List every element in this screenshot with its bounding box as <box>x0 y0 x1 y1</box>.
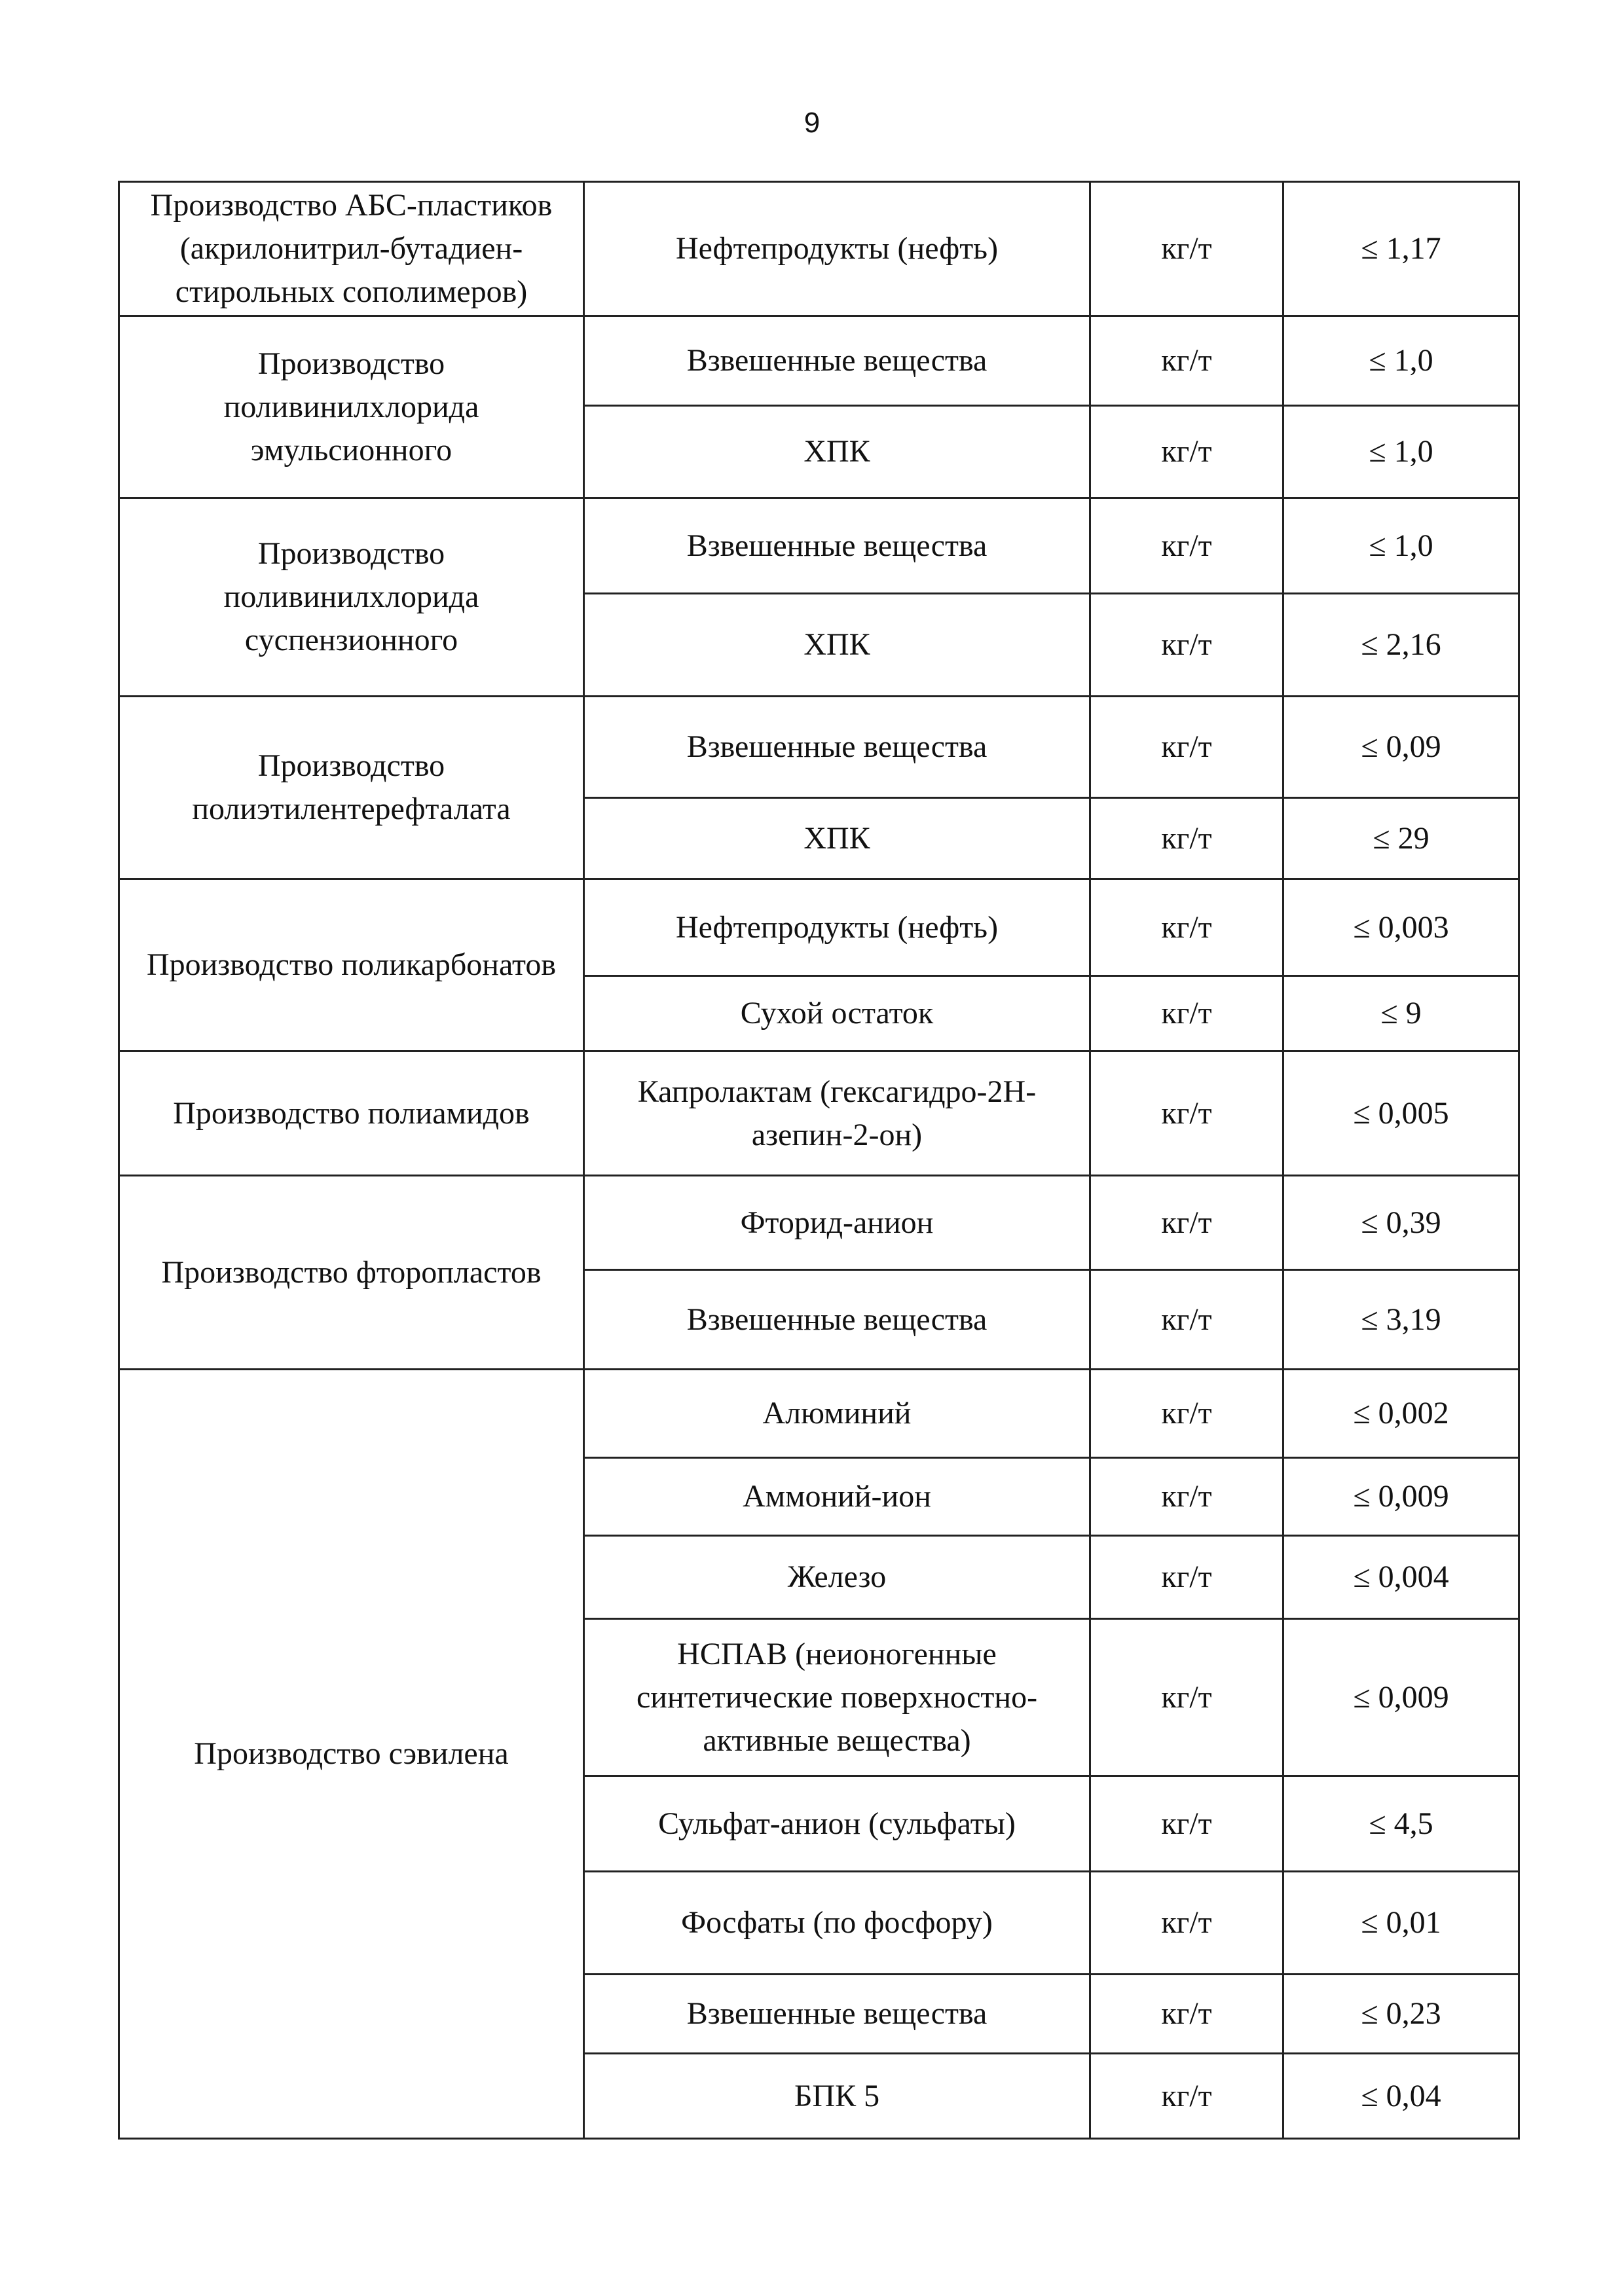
substance-cell: ХПК <box>584 406 1090 498</box>
page-number: 9 <box>803 107 821 139</box>
table-row <box>119 498 1519 594</box>
value-cell: ≤ 0,009 <box>1283 1619 1519 1776</box>
table-row <box>119 1176 1519 1270</box>
value-cell: ≤ 1,0 <box>1283 406 1519 498</box>
production-cell: Производство поливинилхлорида суспензионного <box>119 498 584 697</box>
unit-cell: кг/т <box>1090 879 1283 976</box>
unit-cell: кг/т <box>1090 406 1283 498</box>
value-cell: ≤ 0,005 <box>1283 1051 1519 1176</box>
value-cell: ≤ 3,19 <box>1283 1270 1519 1370</box>
substance-cell: Аммоний-ион <box>584 1458 1090 1536</box>
table-row <box>119 182 1519 316</box>
unit-cell: кг/т <box>1090 1051 1283 1176</box>
substance-cell: Нефтепродукты (нефть) <box>584 879 1090 976</box>
unit-cell: кг/т <box>1090 498 1283 594</box>
value-cell: ≤ 0,09 <box>1283 697 1519 798</box>
unit-cell: кг/т <box>1090 2054 1283 2139</box>
unit-cell: кг/т <box>1090 1370 1283 1458</box>
table-row <box>119 1051 1519 1176</box>
substance-cell: Взвешенные вещества <box>584 316 1090 406</box>
value-cell: ≤ 0,39 <box>1283 1176 1519 1270</box>
substance-cell: Железо <box>584 1536 1090 1619</box>
table-row <box>119 697 1519 798</box>
substance-cell: Взвешенные вещества <box>584 498 1090 594</box>
substance-cell: Фторид-анион <box>584 1176 1090 1270</box>
table-row <box>119 879 1519 976</box>
substance-cell: Алюминий <box>584 1370 1090 1458</box>
value-cell: ≤ 0,003 <box>1283 879 1519 976</box>
unit-cell: кг/т <box>1090 976 1283 1051</box>
substance-cell: НСПАВ (неионогенные синтетические поверхностно-активные вещества) <box>584 1619 1090 1776</box>
value-cell: ≤ 0,002 <box>1283 1370 1519 1458</box>
unit-cell: кг/т <box>1090 316 1283 406</box>
unit-cell: кг/т <box>1090 182 1283 316</box>
value-cell: ≤ 4,5 <box>1283 1776 1519 1872</box>
substance-cell: Сульфат-анион (сульфаты) <box>584 1776 1090 1872</box>
unit-cell: кг/т <box>1090 594 1283 697</box>
unit-cell: кг/т <box>1090 1872 1283 1975</box>
value-cell: ≤ 29 <box>1283 798 1519 879</box>
substance-cell: Фосфаты (по фосфору) <box>584 1872 1090 1975</box>
unit-cell: кг/т <box>1090 1458 1283 1536</box>
substance-cell: Нефтепродукты (нефть) <box>584 182 1090 316</box>
value-cell: ≤ 1,0 <box>1283 316 1519 406</box>
unit-cell: кг/т <box>1090 1176 1283 1270</box>
substance-cell: ХПК <box>584 594 1090 697</box>
production-cell: Производство полиамидов <box>119 1051 584 1176</box>
production-cell: Производство фторопластов <box>119 1176 584 1370</box>
value-cell: ≤ 0,009 <box>1283 1458 1519 1536</box>
substance-cell: Взвешенные вещества <box>584 1270 1090 1370</box>
table-row <box>119 1370 1519 1458</box>
production-cell: Производство полиэтилентерефталата <box>119 697 584 879</box>
value-cell: ≤ 0,23 <box>1283 1975 1519 2054</box>
value-cell: ≤ 9 <box>1283 976 1519 1051</box>
value-cell: ≤ 0,04 <box>1283 2054 1519 2139</box>
substance-cell: БПК 5 <box>584 2054 1090 2139</box>
substance-cell: ХПК <box>584 798 1090 879</box>
value-cell: ≤ 1,0 <box>1283 498 1519 594</box>
discharge-norms-table <box>118 181 1520 2140</box>
substance-cell: Сухой остаток <box>584 976 1090 1051</box>
substance-cell: Взвешенные вещества <box>584 697 1090 798</box>
unit-cell: кг/т <box>1090 1776 1283 1872</box>
value-cell: ≤ 0,004 <box>1283 1536 1519 1619</box>
production-cell: Производство поливинилхлорида эмульсионного <box>119 316 584 498</box>
table-row <box>119 316 1519 406</box>
unit-cell: кг/т <box>1090 1975 1283 2054</box>
value-cell: ≤ 2,16 <box>1283 594 1519 697</box>
value-cell: ≤ 1,17 <box>1283 182 1519 316</box>
unit-cell: кг/т <box>1090 1619 1283 1776</box>
production-cell: Производство АБС-пластиков (акрилонитрил-бутадиен-стирольных сополимеров) <box>119 182 584 316</box>
production-cell: Производство сэвилена <box>119 1370 584 2139</box>
unit-cell: кг/т <box>1090 798 1283 879</box>
production-cell: Производство поликарбонатов <box>119 879 584 1051</box>
unit-cell: кг/т <box>1090 1536 1283 1619</box>
substance-cell: Взвешенные вещества <box>584 1975 1090 2054</box>
value-cell: ≤ 0,01 <box>1283 1872 1519 1975</box>
unit-cell: кг/т <box>1090 1270 1283 1370</box>
substance-cell: Капролактам (гексагидро-2Н-азепин-2-он) <box>584 1051 1090 1176</box>
unit-cell: кг/т <box>1090 697 1283 798</box>
